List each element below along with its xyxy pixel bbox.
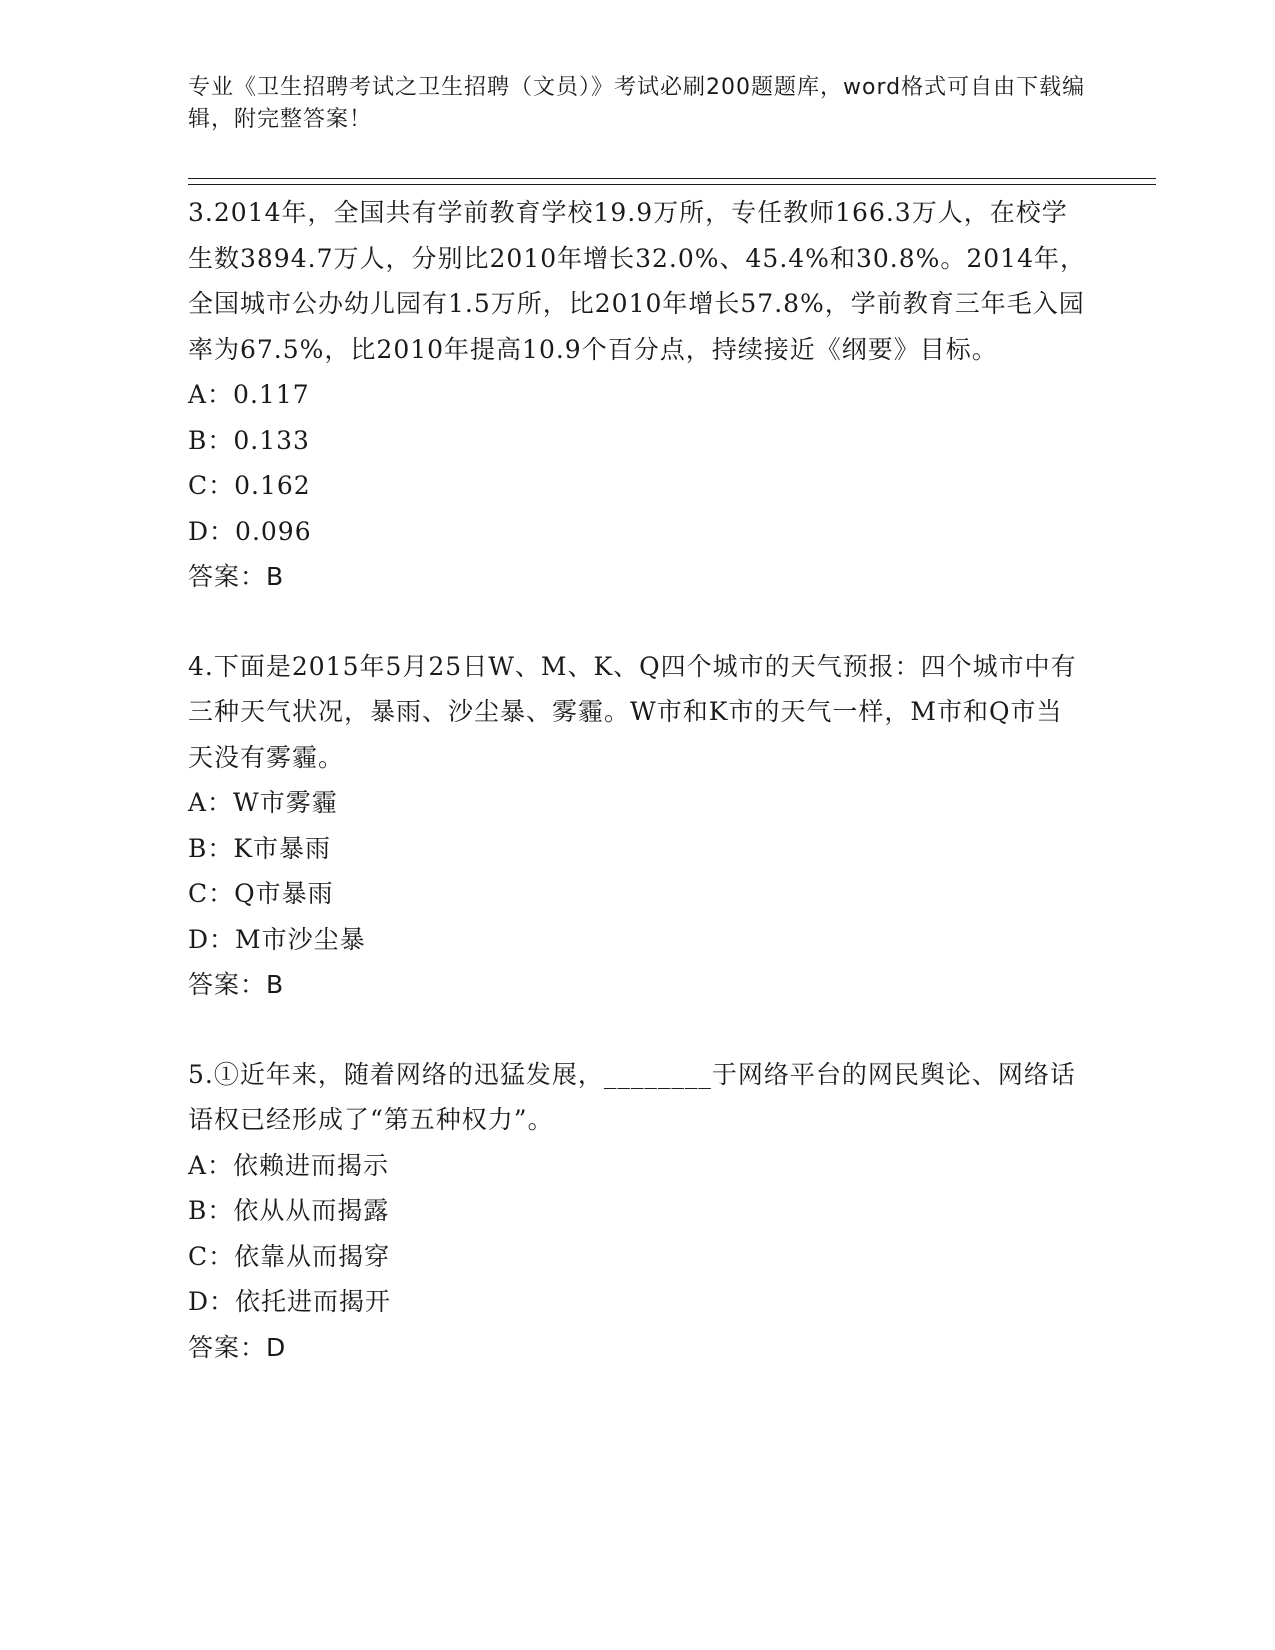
option-c: C：依靠从而揭穿 bbox=[188, 1241, 391, 1271]
option-d: D：依托进而揭开 bbox=[188, 1287, 392, 1316]
option-c: C：Q市暴雨 bbox=[188, 879, 334, 908]
question-stem: 3.2014年，全国共有学前教育学校19.9万所，专任教师166.3万人，在校学生数3894.7万人，分别比2010年增长32.0%、45.4%和30.8%。2014年，全国城市公办幼儿园有1.5万所，比2010年增长57.8%，学前教育三年毛入园率为67.5%，比2010年提高10.9个百分点，持续接近《纲要》目标。 bbox=[188, 198, 1086, 364]
option-b: B：依从从而揭露 bbox=[188, 1196, 390, 1225]
answer: 答案：D bbox=[188, 1332, 287, 1362]
answer: 答案：B bbox=[188, 562, 285, 591]
question-4 bbox=[188, 644, 1088, 1008]
question-list bbox=[188, 190, 1088, 1414]
header-divider-top bbox=[188, 178, 1156, 179]
question-stem: 5.①近年来，随着网络的迅猛发展，________于网络平台的网民舆论、网络话语权已经形成了“第五种权力”。 bbox=[188, 1059, 1076, 1134]
option-b: B：K市暴雨 bbox=[188, 833, 332, 863]
question-3 bbox=[188, 190, 1088, 600]
document-header: 专业《卫生招聘考试之卫生招聘（文员）》考试必刷200题题库，word格式可自由下载编辑，附完整答案！ bbox=[188, 75, 1086, 132]
option-c: C：0.162 bbox=[188, 471, 311, 500]
option-d: D：0.096 bbox=[188, 516, 312, 546]
option-d: D：M市沙尘暴 bbox=[188, 924, 366, 954]
answer: 答案：B bbox=[188, 970, 285, 999]
option-b: B：0.133 bbox=[188, 425, 310, 455]
option-a: A：W市雾霾 bbox=[188, 788, 338, 817]
option-a: A：依赖进而揭示 bbox=[188, 1150, 390, 1180]
question-5 bbox=[188, 1052, 1088, 1371]
header-divider-bottom bbox=[188, 184, 1156, 185]
option-a: A：0.117 bbox=[188, 380, 310, 409]
question-stem: 4.下面是2015年5月25日W、M、K、Q四个城市的天气预报：四个城市中有三种天气状况，暴雨、沙尘暴、雾霾。W市和K市的天气一样，M市和Q市当天没有雾霾。 bbox=[188, 651, 1077, 772]
